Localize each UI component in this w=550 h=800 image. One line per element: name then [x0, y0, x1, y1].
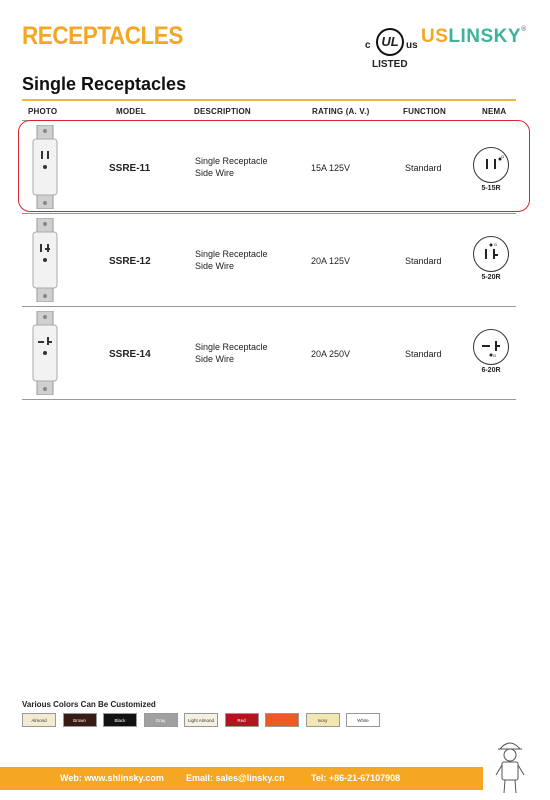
nema-diagram: [470, 236, 512, 281]
table-top-rule: [22, 99, 516, 101]
brand-logo-name: LINSKY: [448, 26, 522, 47]
description-line-2: Side Wire: [195, 168, 235, 178]
colors-title: Various Colors Can Be Customized: [22, 700, 156, 709]
footer-tel: Tel: +86-21-67107908: [311, 773, 401, 783]
nema-label: 5-15R: [481, 185, 501, 192]
receptacle-photo: [32, 311, 58, 395]
highlight-box: [18, 120, 530, 212]
column-header-model: MODEL: [116, 107, 146, 116]
worker-mascot-icon: [490, 735, 530, 795]
ul-us-text: us: [406, 40, 418, 51]
ul-circle-text: UL: [376, 28, 404, 56]
color-swatch: Light Almond: [184, 713, 218, 727]
svg-text:G: G: [493, 353, 497, 358]
column-header-description: DESCRIPTION: [194, 107, 251, 116]
svg-text:G: G: [501, 154, 505, 159]
nema-label: 5-20R: [481, 274, 501, 281]
color-swatch: [265, 713, 299, 727]
column-header-photo: PHOTO: [28, 107, 58, 116]
column-header-function: FUNCTION: [403, 107, 446, 116]
footer-email: Email: sales@linsky.cn: [186, 773, 285, 783]
description-line-1: Single Receptacle: [195, 249, 268, 259]
description-line-1: Single Receptacle: [195, 342, 268, 352]
table-bottom-rule: [22, 399, 516, 400]
function-cell: Standard: [405, 256, 442, 266]
footer-bar: [0, 767, 483, 790]
color-swatch: Almond: [22, 713, 56, 727]
ul-c-text: c: [365, 40, 371, 51]
description-line-1: Single Receptacle: [195, 156, 268, 166]
brand-logo: [421, 26, 527, 48]
rating-cell: 20A 250V: [311, 349, 351, 359]
page-title: RECEPTACLES: [22, 22, 183, 50]
color-swatch: Ivory: [306, 713, 340, 727]
nema-diagram: [470, 329, 512, 374]
ul-listed-logo: [364, 28, 420, 72]
brand-registered-mark: ®: [521, 26, 527, 33]
section-title: Single Receptacles: [22, 74, 187, 94]
column-header-rating: RATING (A. V.): [312, 107, 370, 116]
color-swatch: Gray: [144, 713, 178, 727]
function-cell: Standard: [405, 349, 442, 359]
brand-logo-us: US: [421, 26, 449, 47]
footer-web: Web: www.shlinsky.com: [60, 773, 164, 783]
nema-6-20r-icon: [473, 329, 509, 365]
table-row: [22, 214, 516, 306]
nema-label: 6-20R: [481, 367, 501, 374]
model-cell: SSRE-11: [109, 163, 151, 174]
rating-cell: 15A 125V: [311, 163, 351, 173]
column-header-nema: NEMA: [482, 107, 507, 116]
description-line-2: Side Wire: [195, 261, 235, 271]
color-swatch: Brown: [63, 713, 97, 727]
svg-text:G: G: [494, 242, 498, 247]
table-header: [22, 107, 516, 119]
ul-listed-text: LISTED: [372, 59, 408, 70]
receptacle-photo: [32, 218, 58, 302]
model-cell: SSRE-12: [109, 256, 151, 267]
color-swatch: White: [346, 713, 380, 727]
description-line-2: Side Wire: [195, 354, 235, 364]
function-cell: Standard: [405, 163, 442, 173]
color-swatch: Black: [103, 713, 137, 727]
nema-5-20r-icon: [473, 236, 509, 272]
model-cell: SSRE-14: [109, 349, 151, 360]
rating-cell: 20A 125V: [311, 256, 351, 266]
table-row: [22, 307, 516, 399]
color-swatch: Red: [225, 713, 259, 727]
